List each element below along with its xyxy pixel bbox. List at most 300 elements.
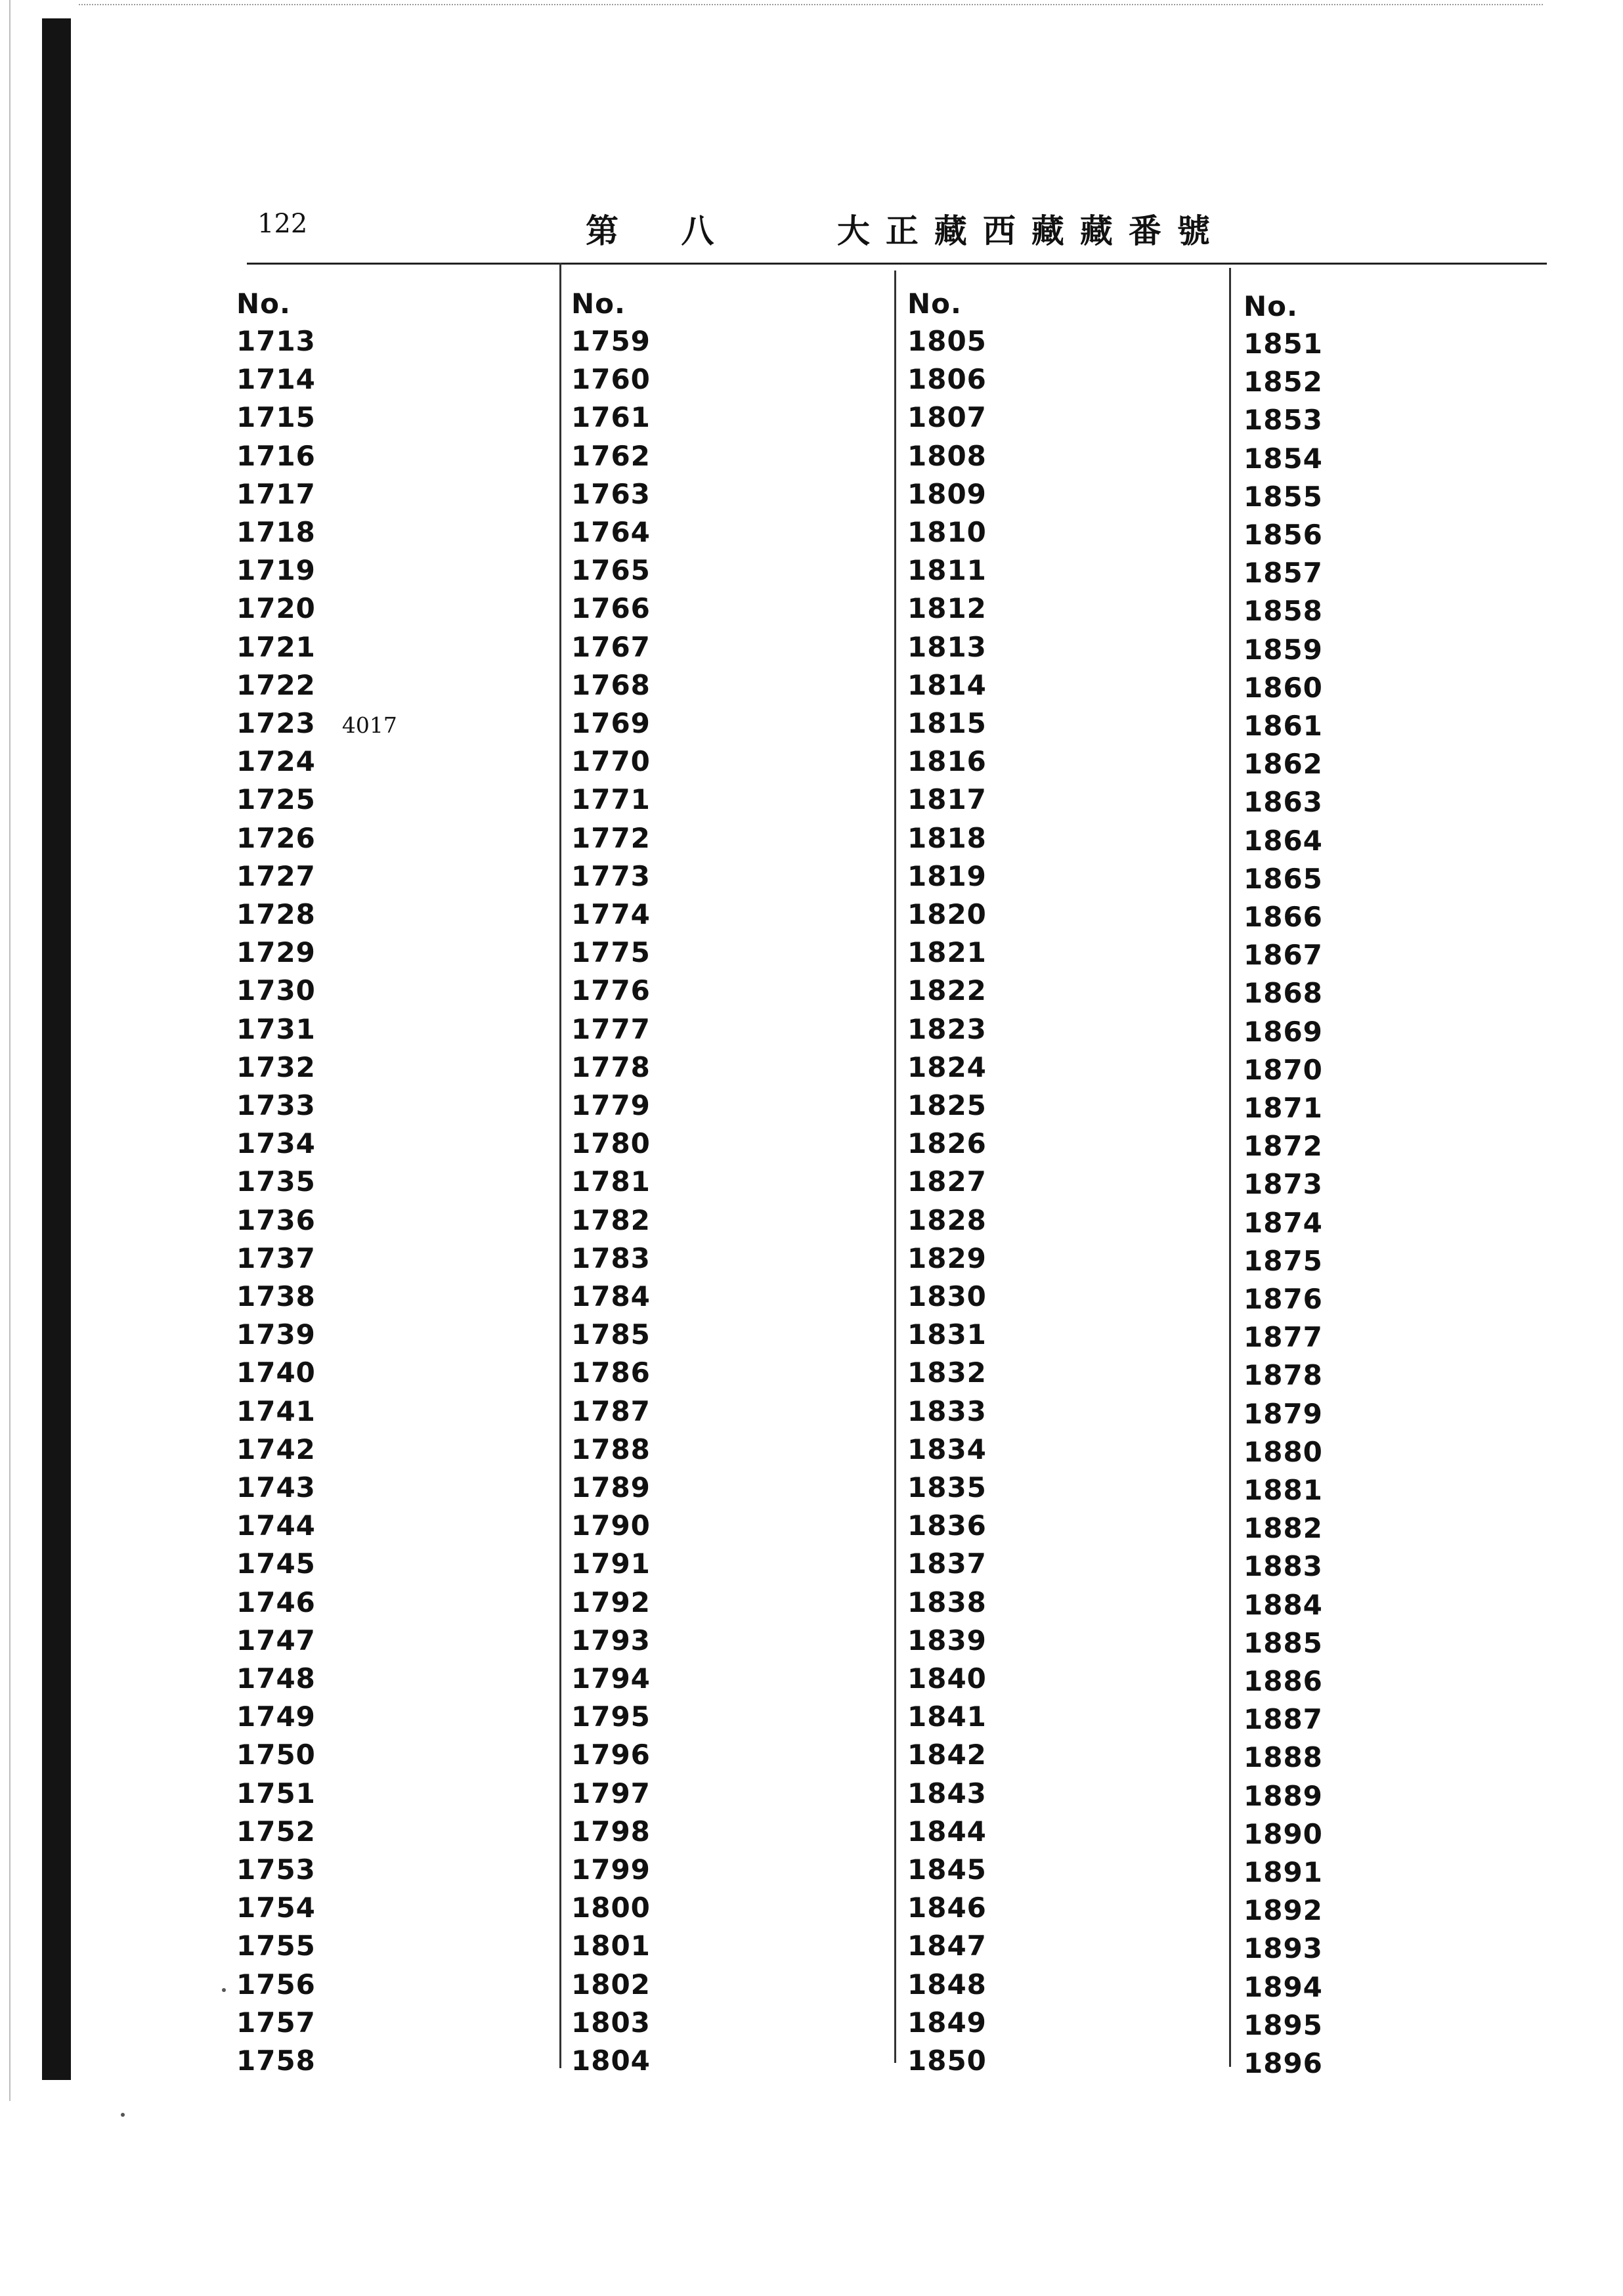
entry-number-value: 1846 [907,1892,987,1924]
entry-number-value: 1879 [1244,1397,1323,1430]
entry-number-value: 1794 [571,1662,651,1695]
entry-number-value: 1748 [236,1662,316,1695]
entry-number-value: 1834 [907,1433,987,1465]
entry-number [907,669,987,702]
entry-number [1244,1627,1323,1660]
entry-number [236,1242,316,1275]
entry-number [907,1892,987,1924]
entry-number [907,783,987,816]
entry-number [236,1127,316,1160]
entry-number [1244,1818,1323,1851]
entry-number-value: 1865 [1244,862,1323,895]
entry-number [907,1051,987,1084]
column-header: No. [236,288,291,320]
entry-number [1244,1130,1323,1163]
entry-number-value: 1828 [907,1203,987,1236]
entry-number-value: 1827 [907,1165,987,1198]
entry-number [571,1892,651,1924]
entry-number-value: 1755 [236,1930,316,1962]
entry-number [1244,1207,1323,1240]
entry-number [907,898,987,931]
entry-number-value: 1858 [1244,595,1323,628]
entry-number-value: 1804 [571,2045,651,2077]
entry-number [236,1318,316,1351]
entry-number [571,1700,651,1733]
entry-number-value: 1863 [1244,786,1323,819]
entry-number [236,631,316,664]
entry-number [907,478,987,511]
entry-number [236,1280,316,1313]
entry-number [571,1280,651,1313]
entry-number-value: 1806 [907,363,987,396]
entry-number [236,1013,316,1046]
entry-number-value: 1729 [236,936,316,969]
entry-number [907,631,987,664]
entry-number [1244,1741,1323,1774]
entry-number-value: 1831 [907,1318,987,1351]
entry-number [907,1356,987,1389]
entry-number [571,1930,651,1962]
entry-number-value: 1716 [236,439,316,472]
entry-number [907,1548,987,1580]
entry-number [571,1165,651,1198]
entry-number [236,363,316,396]
entry-number-value: 1849 [907,2006,987,2039]
entry-number-value: 1887 [1244,1703,1323,1736]
entry-number-value: 1881 [1244,1474,1323,1506]
entry-number-value: 1768 [571,668,651,701]
entry-number-value: 1773 [571,859,651,892]
entry-number [236,1586,316,1619]
entry-number-value: 1869 [1244,1015,1323,1048]
entry-number [571,1968,651,2001]
entry-number-value: 1884 [1244,1588,1323,1621]
entry-number [1244,1321,1323,1354]
entry-number [1244,2009,1323,2042]
entry-number [571,1051,651,1084]
entry-number-value: 1749 [236,1700,316,1733]
entry-number-value: 1735 [236,1165,316,1198]
entry-number [571,554,651,587]
entry-number [236,516,316,549]
entry-number [236,1624,316,1657]
entry-number-value: 1895 [1244,2008,1323,2041]
entry-number-value: 1814 [907,668,987,701]
entry-number-value: 1801 [571,1930,651,1962]
entry-number [907,440,987,473]
scan-top-speckle [79,4,1543,5]
entry-number-value: 1800 [571,1892,651,1924]
entry-number-value: 1747 [236,1624,316,1657]
entry-number [907,325,987,358]
entry-number [1244,1703,1323,1736]
entry-number-value: 1713 [236,325,316,357]
entry-number [907,1013,987,1046]
entry-number [1244,786,1323,819]
entry-number [236,325,316,358]
entry-number [236,1662,316,1695]
entry-number-value: 1890 [1244,1817,1323,1850]
column-header: No. [907,288,962,320]
entry-number [571,2006,651,2039]
entry-number-value: 1761 [571,401,651,434]
entry-number-value: 1760 [571,363,651,396]
entry-number-value: 1847 [907,1930,987,1962]
entry-number-value: 1771 [571,783,651,816]
entry-number-value: 1775 [571,936,651,969]
entry-number-value: 1845 [907,1853,987,1886]
entry-number [236,860,316,893]
entry-number-value: 1788 [571,1433,651,1465]
entry-number [907,1280,987,1313]
entry-number-value: 1802 [571,1968,651,2001]
entry-number [571,2045,651,2077]
entry-number [1244,1168,1323,1201]
entry-number-value: 1770 [571,745,651,778]
entry-number [236,554,316,587]
entry-number [1244,519,1323,552]
entry-number-value: 1880 [1244,1435,1323,1468]
entry-number [1244,328,1323,360]
entry-number [571,745,651,778]
entry-number-value: 1857 [1244,557,1323,590]
entry-number [571,1013,651,1046]
entry-number-value: 1812 [907,592,987,625]
entry-number-value: 1750 [236,1739,316,1771]
entry-number [907,554,987,587]
entry-number [1244,634,1323,666]
entry-number-value: 1838 [907,1586,987,1618]
entry-number-value: 1873 [1244,1168,1323,1201]
entry-number [236,707,397,740]
entry-number-value: 1796 [571,1739,651,1771]
entry-number-value: 1832 [907,1356,987,1389]
entry-number-value: 1882 [1244,1512,1323,1545]
entry-number-value: 1751 [236,1777,316,1809]
entry-number [571,1815,651,1848]
entry-number [907,592,987,625]
entry-number [236,1777,316,1810]
entry-number [907,1968,987,2001]
entry-number [1244,1550,1323,1583]
entry-number-value: 1731 [236,1012,316,1045]
entry-number-value: 1820 [907,898,987,930]
scan-speck [222,1988,226,1992]
entry-number-value: 1718 [236,516,316,548]
entry-number [571,325,651,358]
column-separator [559,263,561,2068]
entry-number [907,1777,987,1810]
entry-number-value: 1807 [907,401,987,434]
entry-number [571,401,651,434]
entry-number-value: 1776 [571,974,651,1007]
entry-number [236,1165,316,1198]
entry-number-value: 1813 [907,630,987,663]
entry-number-value: 1783 [571,1242,651,1274]
entry-number [236,1815,316,1848]
entry-number-value: 1851 [1244,328,1323,360]
entry-number-value: 1762 [571,439,651,472]
entry-number [236,2045,316,2077]
entry-number-value: 1856 [1244,519,1323,551]
entry-number [907,2006,987,2039]
entry-number [1244,595,1323,628]
entry-number-value: 1853 [1244,404,1323,437]
entry-number-value: 1725 [236,783,316,816]
entry-number-value: 1798 [571,1815,651,1848]
entry-number [907,1165,987,1198]
entry-number-value: 1844 [907,1815,987,1848]
entry-number [236,1395,316,1428]
entry-number [907,974,987,1007]
entry-number [907,1127,987,1160]
entry-number-value: 1894 [1244,1970,1323,2003]
entry-number [236,401,316,434]
entry-number-value: 1885 [1244,1626,1323,1659]
entry-number-value: 1817 [907,783,987,816]
entry-number [907,1662,987,1695]
entry-number-value: 1739 [236,1318,316,1351]
entry-number [236,745,316,778]
page-title [586,205,1226,252]
entry-number [907,860,987,893]
entry-number-value: 1758 [236,2045,316,2077]
entry-number-value: 1805 [907,325,987,357]
entry-number [1244,443,1323,475]
entry-number [907,1318,987,1351]
binding-shadow [42,18,71,2080]
entry-number-value: 1784 [571,1280,651,1312]
entry-number [236,1892,316,1924]
entry-number [907,936,987,969]
entry-number-value: 1757 [236,2006,316,2039]
entry-number [1244,748,1323,781]
entry-number-value: 1854 [1244,442,1323,475]
entry-number-value: 1833 [907,1395,987,1427]
cross-reference-number: 4017 [341,712,397,738]
entry-number [571,860,651,893]
column-separator [1229,268,1231,2067]
entry-number [1244,977,1323,1010]
entry-number-value: 1741 [236,1395,316,1427]
entry-number-value: 1878 [1244,1359,1323,1392]
entry-number [236,1930,316,1962]
entry-number-value: 1816 [907,745,987,778]
entry-number [907,707,987,740]
entry-number [571,898,651,931]
title-part-2: 八 [681,211,729,250]
entry-number [236,822,316,855]
scan-speck [121,2113,125,2117]
entry-number-value: 1764 [571,516,651,548]
entry-number-value: 1837 [907,1548,987,1580]
entry-number-value: 1724 [236,745,316,778]
entry-number-value: 1868 [1244,977,1323,1010]
entry-number-value: 1795 [571,1700,651,1733]
entry-number-value: 1861 [1244,710,1323,742]
entry-number [907,1624,987,1657]
entry-number-value: 1777 [571,1012,651,1045]
entry-number-value: 1778 [571,1051,651,1083]
entry-number [907,1471,987,1504]
entry-number-value: 1852 [1244,366,1323,399]
entry-number-value: 1824 [907,1051,987,1083]
column-separator [894,271,896,2063]
entry-number [236,1548,316,1580]
entry-number [571,936,651,969]
entry-number-value: 1780 [571,1127,651,1160]
entry-number-value: 1765 [571,554,651,587]
entry-number [1244,1932,1323,1965]
entry-number [1244,1054,1323,1087]
entry-number-value: 1790 [571,1509,651,1542]
column-header: No. [1244,290,1298,322]
entry-number-value: 1866 [1244,901,1323,933]
entry-number-value: 1810 [907,516,987,548]
entry-number-value: 1789 [571,1471,651,1504]
entry-number-value: 1736 [236,1203,316,1236]
entry-number [907,822,987,855]
entry-number-value: 1733 [236,1089,316,1121]
entry-number-value: 1860 [1244,671,1323,704]
entry-number [1244,1092,1323,1125]
scan-edge-line [9,0,11,2101]
entry-number [236,478,316,511]
entry-number-value: 1874 [1244,1206,1323,1239]
entry-number-value: 1839 [907,1624,987,1657]
entry-number [236,592,316,625]
entry-number [571,516,651,549]
entry-number [571,363,651,396]
entry-number-value: 1732 [236,1051,316,1083]
entry-number [236,1433,316,1466]
entry-number-value: 1766 [571,592,651,625]
entry-number [907,516,987,549]
entry-number-value: 1719 [236,554,316,587]
entry-number-value: 1772 [571,821,651,854]
entry-number-value: 1728 [236,898,316,930]
entry-number [1244,366,1323,399]
entry-number [907,1930,987,1962]
entry-number [571,631,651,664]
entry-number [1244,1894,1323,1927]
entry-number-value: 1738 [236,1280,316,1312]
entry-number [236,1968,316,2001]
entry-number [236,898,316,931]
entry-number [907,1395,987,1428]
entry-number [571,783,651,816]
entry-number [571,1853,651,1886]
entry-number [236,1204,316,1237]
entry-number-value: 1818 [907,821,987,854]
entry-number-value: 1769 [571,707,651,739]
entry-number-value: 1855 [1244,480,1323,513]
entry-number [1244,1283,1323,1316]
entry-number [571,592,651,625]
entry-number-value: 1786 [571,1356,651,1389]
entry-number-value: 1886 [1244,1665,1323,1697]
entry-number [236,1853,316,1886]
entry-number-value: 1826 [907,1127,987,1160]
title-part-1: 第 [586,211,618,250]
entry-number-value: 1742 [236,1433,316,1465]
entry-number-value: 1759 [571,325,651,357]
entry-number-value: 1767 [571,630,651,663]
entry-number-value: 1864 [1244,824,1323,857]
header-rule [247,263,1547,265]
entry-number [907,1853,987,1886]
entry-number [571,1204,651,1237]
entry-number [236,936,316,969]
entry-number-value: 1870 [1244,1053,1323,1086]
entry-number [571,1548,651,1580]
entry-number-value: 1809 [907,477,987,510]
entry-number-value: 1721 [236,630,316,663]
entry-number [1244,1245,1323,1278]
entry-number [907,745,987,778]
entry-number-value: 1871 [1244,1092,1323,1124]
entry-number-value: 1893 [1244,1932,1323,1965]
entry-number-value: 1737 [236,1242,316,1274]
entry-number-value: 1819 [907,859,987,892]
entry-number-value: 1714 [236,363,316,396]
entry-number-value: 1746 [236,1586,316,1618]
entry-number [571,1242,651,1275]
entry-number-value: 1859 [1244,633,1323,666]
entry-number [236,2006,316,2039]
entry-number-value: 1883 [1244,1550,1323,1583]
entry-number-value: 1743 [236,1471,316,1504]
entry-number-value: 1793 [571,1624,651,1657]
entry-number-value: 1811 [907,554,987,587]
entry-number-value: 1792 [571,1586,651,1618]
entry-number-value: 1888 [1244,1741,1323,1774]
entry-number [907,1089,987,1122]
entry-number [907,401,987,434]
entry-number [571,1318,651,1351]
entry-number-value: 1829 [907,1242,987,1274]
entry-number-value: 1843 [907,1777,987,1809]
title-part-3: 大正藏西藏藏番號 [836,211,1226,250]
entry-number [236,440,316,473]
entry-number [1244,1436,1323,1469]
entry-number [571,1395,651,1428]
entry-number [907,363,987,396]
entry-number-value: 1787 [571,1395,651,1427]
entry-number [1244,1398,1323,1431]
entry-number [571,1662,651,1695]
entry-number-value: 1791 [571,1548,651,1580]
entry-number-value: 1753 [236,1853,316,1886]
entry-number [571,1509,651,1542]
entry-number-value: 1875 [1244,1244,1323,1277]
entry-number [571,1777,651,1810]
entry-number-value: 1848 [907,1968,987,2001]
entry-number [1244,672,1323,704]
entry-number-value: 1745 [236,1548,316,1580]
entry-number [1244,863,1323,896]
entry-number-value: 1808 [907,439,987,472]
entry-number-value: 1722 [236,668,316,701]
entry-number-value: 1752 [236,1815,316,1848]
entry-number [907,1739,987,1771]
entry-number [1244,901,1323,934]
entry-number-value: 1896 [1244,2047,1323,2079]
entry-number [1244,1474,1323,1507]
entry-number [571,1089,651,1122]
entry-number [1244,1512,1323,1545]
entry-number-value: 1785 [571,1318,651,1351]
